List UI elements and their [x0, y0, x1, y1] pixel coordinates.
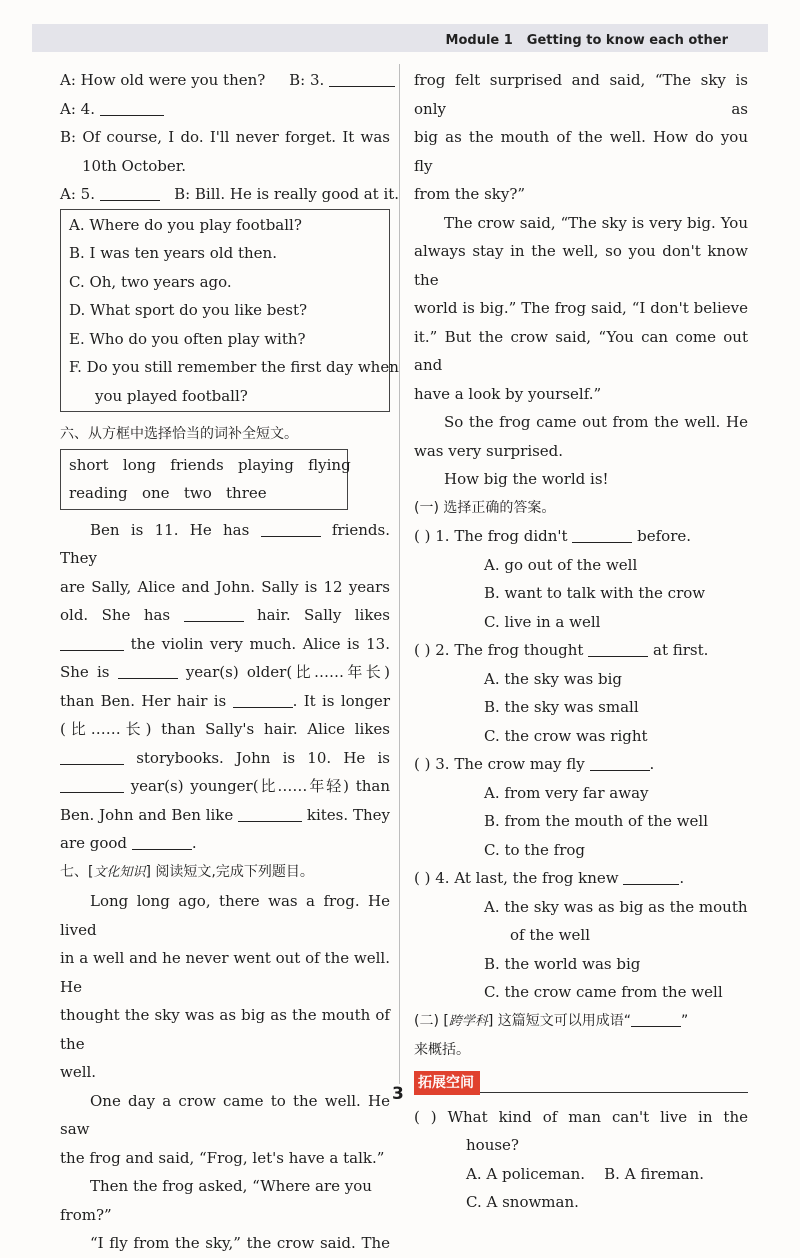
answer-blank[interactable] [60, 776, 124, 793]
answer-blank[interactable] [261, 520, 321, 537]
choice: C. live in a well [484, 612, 601, 631]
option-item: F. Do you still remember the first day when [69, 358, 399, 376]
word-box [60, 449, 351, 510]
choice: B. want to talk with the crow [484, 584, 706, 602]
answer-blank[interactable] [132, 833, 192, 850]
question-3: ( ) 3. The crow may fly . A. from very far away B. from the mouth of the well C. to the frog [414, 750, 748, 864]
choice: C. A snowman. [466, 1193, 579, 1211]
answer-blank[interactable] [60, 748, 124, 765]
extension-question: ( ) What kind of man can't live in the [414, 1107, 748, 1126]
dialogue-line: A: 4. [60, 95, 390, 124]
choice: A. go out of the well [484, 555, 638, 574]
page-header [32, 24, 768, 52]
section-tag: 跨学科 [448, 1013, 488, 1029]
answer-blank[interactable] [590, 754, 650, 771]
choice: C. to the frog [484, 840, 585, 859]
choice: C. the crow was right [484, 726, 648, 745]
choice: A. A policeman. [466, 1164, 586, 1183]
option-item: E. Who do you often play with? [69, 329, 306, 348]
answer-blank[interactable] [238, 805, 302, 822]
choice: B. the sky was small [484, 698, 639, 716]
choice: of the well [510, 926, 590, 944]
answer-blank[interactable] [184, 605, 244, 622]
dialogue-line: A: 5. B: Bill. He is really good at it. [60, 185, 400, 203]
story-left: Long long ago, there was a frog. He lived in a well and he never went out of the well. He thought the sky was as big as the mouth of the well. One day a crow came to the well. He saw the frog and said, “Frog, let's have a talk.” Then the frog asked, “Where are you from?” “I fly from the sky,” the crow said. The [60, 892, 390, 1252]
answer-blank[interactable] [100, 184, 160, 201]
option-item: you played football? [95, 386, 248, 405]
section-7-title: 七、[文化知识] 阅读短文,完成下列题目。 [60, 863, 314, 880]
choice: B. the world was big [484, 954, 641, 973]
options-box [60, 209, 399, 413]
section-6-title: 六、从方框中选择恰当的词补全短文。 [60, 426, 298, 442]
answer-blank[interactable] [623, 868, 679, 885]
answer-blank[interactable] [588, 640, 648, 657]
dialogue-line: 10th October. [82, 156, 187, 175]
question-2: ( ) 2. The frog thought at first. A. the sky was big B. the sky was small C. the crow was right [414, 636, 748, 750]
choice: C. the crow came from the well [484, 983, 723, 1001]
answer-blank[interactable] [572, 526, 632, 543]
option-item: A. Where do you play football? [69, 215, 302, 234]
module-title: Getting to know each other [526, 33, 728, 48]
answer-blank[interactable] [118, 662, 178, 679]
question-4: ( ) 4. At last, the frog knew . A. the sky was as big as the mouth of the well B. the world was big C. the crow came from the well [414, 864, 748, 1007]
module-label: Module 1 [445, 33, 513, 48]
answer-blank[interactable] [100, 99, 164, 116]
dialogue-line: B: Of course, I do. I'll never forget. It was [60, 128, 390, 146]
section-tag: 文化知识 [93, 864, 146, 880]
left-column [60, 66, 400, 1258]
word-list: short long friends playing flying [69, 455, 351, 474]
extension-header [414, 1071, 748, 1095]
option-item: C. Oh, two years ago. [69, 272, 232, 291]
answer-blank[interactable] [329, 70, 395, 87]
choice: B. from the mouth of the well [484, 812, 709, 830]
story-right: frog felt surprised and said, “The sky is only as big as the mouth of the well. How do you fly from the sky?” The crow said, “The sky is very big. You always stay in the well, so you don't know the world is big.” The frog said, “I don't believe it.” But the crow said, “You can come out and have a look by yourself.” So the frog came out from the well. He was very surprised. How big the world is! [414, 71, 748, 488]
answer-blank[interactable] [233, 691, 293, 708]
option-item: D. What sport do you like best? [69, 301, 308, 319]
part-1-title: (一) 选择正确的答案。 [414, 499, 556, 516]
passage-6: Ben is 11. He has friends. They are Sally, Alice and John. Sally is 12 years old. She has hair. Sally likes the violin very much. Alice is 13. She is year(s) older(比……年长) than Ben. Her hair is . It is longer (比……长) than Sally's hair. Alice likes storybooks. John is 10. He is year(s) younger(比……年轻) than Ben. John and Ben like kites. They are good . [60, 520, 390, 852]
word-list: reading one two three [69, 484, 267, 502]
choice: A. the sky was big [484, 669, 622, 688]
choice: A. from very far away [484, 783, 649, 802]
column-divider [399, 64, 400, 1084]
option-item: B. I was ten years old then. [69, 244, 277, 262]
dialogue-line: A: How old were you then? B: 3. [60, 66, 390, 95]
choice: B. A fireman. [604, 1164, 704, 1183]
extension-badge: 拓展空间 [414, 1071, 480, 1095]
right-column: frog felt surprised and said, “The sky is only as big as the mouth of the well. How do you fly from the sky?” The crow said, “The sky is very big. You always stay in the well, so you don't know the world is big.” The frog said, “I don't believe it.” But the crow said, “You can come out and have a look by yourself.” So the frog came out from the well. He was very surprised. How big the world is! (一) 选择正确的答案。 ( ) 1. The frog didn't before. A. go out of the well B. want to talk with the crow C. live in a well ( ) 2. The frog thought at first. A. the sky was big B. the sky was small C. the crow was right ( ) 3. The crow may fly . A. from very far away B. from the mouth of the well C. to the frog ( ) 4. At last, the frog knew . A. the sky was as big as the mouth of the well B. the world was big C. the crow came from the well (二) [跨学科] 这篇短文可以用成语“ ” 来概括。 拓展空间 ( ) What kind of man can't live in the house? A. A policeman. B. A fireman. C. A snowman. [414, 66, 748, 1217]
part-2-title: (二) [跨学科] 这篇短文可以用成语“ ” [414, 1007, 748, 1037]
question-1: ( ) 1. The frog didn't before. A. go out of the well B. want to talk with the crow C. live in a well [414, 522, 748, 636]
page-number: 3 [392, 1084, 404, 1104]
answer-blank[interactable] [60, 634, 124, 651]
choice: A. the sky was as big as the mouth [484, 897, 748, 916]
idiom-blank[interactable] [631, 1010, 681, 1027]
